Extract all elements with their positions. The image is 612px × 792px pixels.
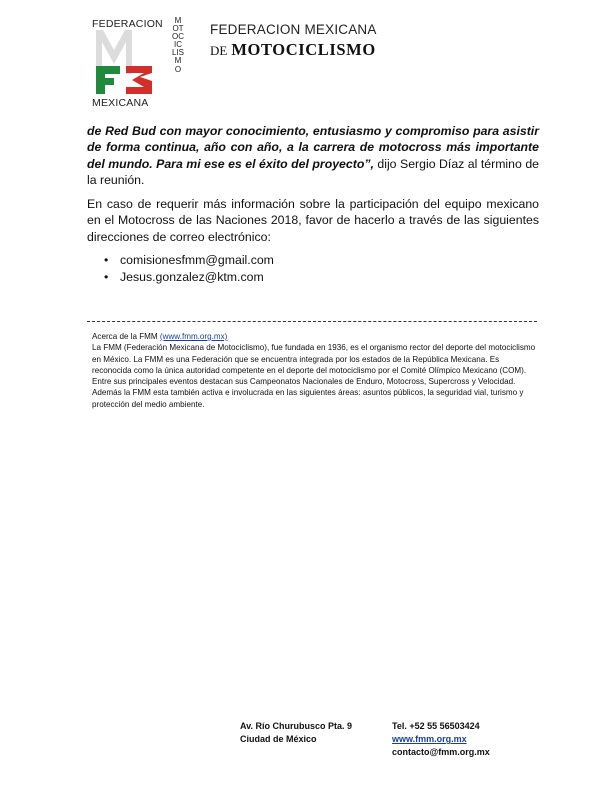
- logo-top-word: FEDERACION: [92, 18, 163, 30]
- about-body: La FMM (Federación Mexicana de Motociclismo), fue fundada en 1936, es el organismo rector del deporte del motociclismo en México. La FMM es una Federación que se encuentra integrada por los estados de la República Mexicana. Es reconocida como la única autoridad competente en el deporte del motociclismo por el Comité Olímpico Mexicano (COM). Entre sus principales eventos destacan sus Campeonatos Nacionales de Enduro, Motocross, Supercross y Velocidad. Además la FMM esta también activa e involucrada en las siguientes áreas: asuntos públicos, la seguridad vial, turismo y protección del medio ambiente.: [92, 343, 536, 409]
- footer-address-line2: Ciudad de México: [240, 734, 317, 745]
- quote-attribution: dijo Sergio Díaz al término de la reunión.: [87, 156, 539, 188]
- organization-header: [210, 22, 377, 60]
- header-title-motociclismo: MOTOCICLISMO: [231, 40, 376, 59]
- header-title-line2: [210, 40, 377, 60]
- fmm-logo: [92, 18, 190, 110]
- quote-paragraph: [87, 123, 539, 189]
- footer-phone: Tel. +52 55 56503424: [392, 721, 480, 731]
- footer-email[interactable]: contacto@fmm.org.mx: [392, 747, 490, 758]
- email-item[interactable]: • Jesus.gonzalez@ktm.com: [104, 269, 274, 286]
- section-divider: [87, 321, 537, 322]
- email-list: [104, 252, 274, 286]
- footer-address-line1: Av. Río Churubusco Pta. 9: [240, 721, 353, 731]
- footer-contact: [392, 720, 490, 760]
- footer-website-link[interactable]: www.fmm.org.mx: [392, 734, 467, 745]
- fmm-logo-mark-icon: [92, 28, 172, 96]
- quote-text: de Red Bud con mayor conocimiento, entusiasmo y compromiso para asistir de forma continua, año con año, a la carrera de motocross más importante del mundo. Para mi ese es el éxito del proyecto”,: [87, 124, 539, 171]
- contact-paragraph: En caso de requerir más información sobre la participación del equipo mexicano en el Motocross de las Naciones 2018, favor de hacerlo a través de las siguientes direcciones de correo electrónico:: [87, 197, 539, 244]
- header-title-de: DE: [210, 43, 228, 58]
- email-item[interactable]: • comisionesfmm@gmail.com: [104, 252, 274, 269]
- about-heading: [92, 331, 540, 342]
- logo-bottom-word: MEXICANA: [92, 97, 149, 109]
- header-title-line1: FEDERACION MEXICANA: [210, 22, 377, 37]
- logo-vertical-word: MOTOCICLISMO: [172, 16, 185, 74]
- footer-address: [240, 720, 352, 746]
- about-fmm-section: [92, 331, 540, 410]
- about-website-link[interactable]: (www.fmm.org.mx): [159, 332, 228, 341]
- about-heading-text: Acerca de la FMM: [92, 332, 158, 341]
